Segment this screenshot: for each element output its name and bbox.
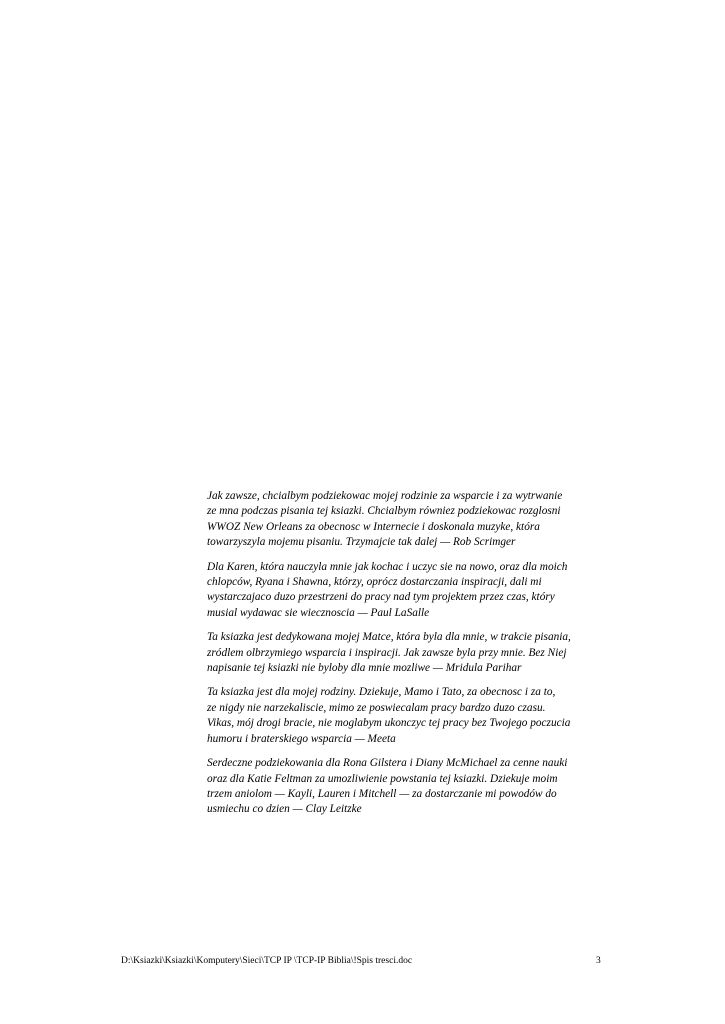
dedications-block <box>207 489 617 827</box>
dedication-line: chlopców, Ryana i Shawna, którzy, oprócz dostarczania inspiracji, dali mi <box>207 576 542 589</box>
dedication-line: wystarczajaco duzo przestrzeni do pracy nad tym projektem przez czas, który <box>207 591 555 604</box>
dedication-line: Vikas, mój drogi bracie, nie moglabym ukonczyc tej pracy bez Twojego poczucia <box>207 717 571 730</box>
dedication-line: Ta ksiazka jest dedykowana mojej Matce, która byla dla mnie, w trakcie pisania, <box>207 631 571 644</box>
dedication-clay-leitzke <box>207 756 617 818</box>
dedication-line: WWOZ New Orleans za obecnosc w Internecie i doskonala muzyke, która <box>207 520 540 533</box>
footer-file-path: D:\Ksiazki\Ksiazki\Komputery\Sieci\TCP IP \TCP-IP Biblia\!Spis tresci.doc <box>121 956 413 966</box>
dedication-line: Dla Karen, która nauczyla mnie jak kochac i uczyc sie na nowo, oraz dla moich <box>207 560 568 573</box>
dedication-line: humoru i braterskiego wsparcia — Meeta <box>207 732 396 745</box>
dedication-line: musial wydawac sie wiecznoscia — Paul LaSalle <box>207 606 430 619</box>
dedication-line: Jak zawsze, chcialbym podziekowac mojej rodzinie za wsparcie i za wytrwanie <box>207 490 563 502</box>
dedication-line: trzem aniolom — Kayli, Lauren i Mitchell — za dostarczanie mi powodów do <box>207 787 557 800</box>
dedication-line: oraz dla Katie Feltman za umozliwienie powstania tej ksiazki. Dziekuje moim <box>207 772 558 785</box>
dedication-rob-scrimger <box>207 489 617 551</box>
dedication-mridula-parihar <box>207 630 617 676</box>
dedication-line: ze mna podczas pisania tej ksiazki. Chcialbym równiez podziekowac rozglosni <box>207 505 561 518</box>
dedication-line: ze nigdy nie narzekaliscie, mimo ze poswiecalam pracy bardzo duzo czasu. <box>207 701 546 714</box>
footer-page-number: 3 <box>596 956 601 966</box>
dedication-line: zródlem olbrzymiego wsparcia i inspiracji. Jak zawsze byla przy mnie. Bez Niej <box>207 646 567 659</box>
dedication-line: Ta ksiazka jest dla mojej rodziny. Dziekuje, Mamo i Tato, za obecnosc i za to, <box>207 686 556 699</box>
dedication-paul-lasalle <box>207 560 617 622</box>
dedication-line: towarzyszyla mojemu pisaniu. Trzymajcie tak dalej — Rob Scrimger <box>207 536 516 549</box>
dedication-line: napisanie tej ksiazki nie byloby dla mnie mozliwe — Mridula Parihar <box>207 662 522 675</box>
dedication-meeta <box>207 685 617 747</box>
dedication-line: usmiechu co dzien — Clay Leitzke <box>207 803 362 816</box>
dedication-line: Serdeczne podziekowania dla Rona Gilstera i Diany McMichael za cenne nauki <box>207 757 568 770</box>
